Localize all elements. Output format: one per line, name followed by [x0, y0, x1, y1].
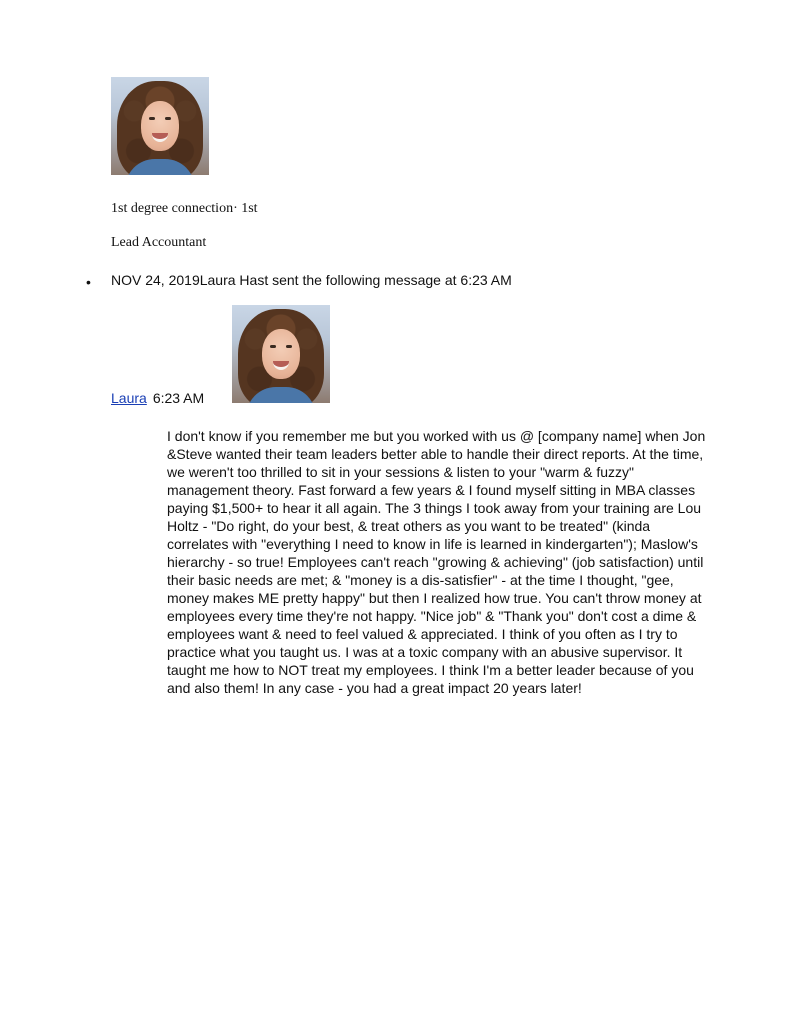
bullet-icon: •: [86, 274, 91, 290]
avatar-face: [141, 101, 179, 151]
message-line: and also them! In any case - you had a great impact 20 years later!: [167, 680, 582, 696]
sender-name-link[interactable]: Laura: [111, 390, 147, 406]
avatar-eye-right: [286, 345, 292, 348]
message-line: employees want & need to feel valued & appreciated. I think of you often as I try to: [167, 626, 678, 642]
sender-avatar[interactable]: [232, 305, 330, 403]
message-time: 6:23 AM: [152, 390, 205, 406]
avatar-face: [262, 329, 300, 379]
connection-degree: 1st degree connection· 1st: [111, 201, 258, 216]
message-meta: NOV 24, 2019Laura Hast sent the following message at 6:23 AM: [111, 272, 512, 288]
avatar-eye-right: [165, 117, 171, 120]
message-line: we weren't too thrilled to sit in your sessions & listen to your "warm & fuzzy": [167, 464, 635, 480]
sender-row: [111, 390, 204, 406]
message-line: &Steve wanted their team leaders better able to handle their direct reports. At the time,: [167, 446, 704, 462]
message-line: I don't know if you remember me but you worked with us @ [company name] when Jon: [167, 428, 706, 444]
avatar-eye-left: [149, 117, 155, 120]
message-line: employees every time they're not happy. "Nice job" & "Thank you" don't cost a dime &: [167, 608, 697, 624]
message-line: hierarchy - so true! Employees can't reach "growing & achieving" (job satisfaction) until: [167, 554, 704, 570]
message-line: paying $1,500+ to hear it all again. The 3 things I took away from your training are Lou: [167, 500, 702, 516]
message-line: correlates with "everything I need to know in life is learned in kindergarten"); Maslow's: [167, 536, 698, 552]
avatar-eye-left: [270, 345, 276, 348]
message-body: [167, 427, 747, 697]
message-line: their basic needs are met; & "money is a dis-satisfier" - at the time I thought, "gee,: [167, 572, 674, 588]
message-line: management theory. Fast forward a few years & I found myself sitting in MBA classes: [167, 482, 696, 498]
profile-avatar[interactable]: [111, 77, 209, 175]
profile-headline: Lead Accountant: [111, 235, 207, 250]
message-line: money makes ME pretty happy" but then I realized how true. You can't throw money at: [167, 590, 702, 606]
message-line: practice what you taught us. I was at a toxic company with an abusive supervisor. It: [167, 644, 683, 660]
message-line: taught me how to NOT treat my employees. I think I'm a better leader because of you: [167, 662, 694, 678]
message-line: Holtz - "Do right, do your best, & treat others as you want to be treated" (kinda: [167, 518, 651, 534]
